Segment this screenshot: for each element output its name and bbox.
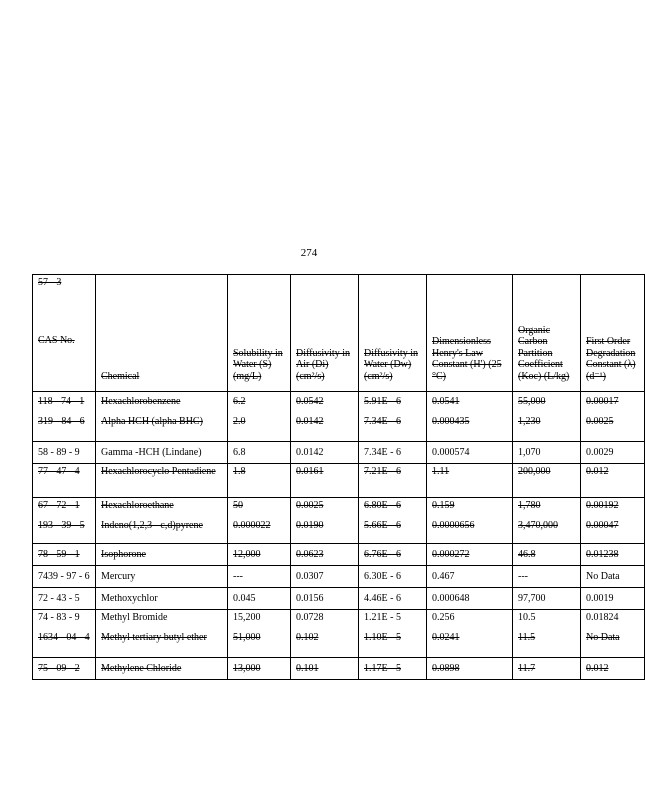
cell-chemical [96, 610, 228, 658]
diffusivity-water-value: 7.34E - 6 [359, 442, 427, 464]
cell-first-order [581, 464, 645, 498]
cell-first-order [581, 544, 645, 566]
cell-chemical [96, 544, 228, 566]
diffusivity-water-value: 6.30E - 6 [359, 566, 427, 588]
header-chemical-label: Chemical [101, 370, 140, 382]
solubility-value: 6.2 [233, 396, 246, 407]
koc-value: --- [513, 566, 581, 588]
header-diffusivity-water [359, 275, 427, 392]
koc-value: 97,700 [513, 588, 581, 610]
header-first-order [581, 275, 645, 392]
henry-value: 0.159 [432, 500, 455, 511]
diffusivity-water-value: 6.76E - 6 [364, 548, 401, 560]
first-order-value: 0.012 [586, 662, 609, 674]
cell-chemical [96, 658, 228, 680]
cell-diffusivity-water [359, 498, 427, 544]
table-row [33, 442, 645, 464]
cell-koc [513, 610, 581, 658]
page-number: 274 [300, 247, 318, 259]
henry-value: 0.0898 [432, 662, 460, 674]
cell-koc [513, 392, 581, 442]
cell-chemical [96, 498, 228, 544]
diffusivity-air-value: 0.0728 [296, 612, 324, 623]
diffusivity-air-value: 0.0542 [296, 396, 324, 407]
koc-value: 11.7 [518, 662, 536, 674]
chemical-name: Methoxychlor [96, 588, 228, 610]
cell-first-order [581, 392, 645, 442]
henry-value: 0.0241 [432, 632, 460, 643]
cas-value: 58 - 89 - 9 [33, 442, 96, 464]
diffusivity-water-value: 7.21E - 6 [364, 466, 401, 477]
chemical-properties-table-wrap [32, 274, 636, 680]
cas-value: 77 - 47 - 4 [38, 466, 80, 477]
cell-solubility [228, 464, 291, 498]
cas-value: 1634 - 04 - 4 [38, 632, 90, 643]
table-row [33, 392, 645, 442]
diffusivity-air-value: 0.0142 [291, 442, 359, 464]
cas-value: 319 - 84 - 6 [38, 416, 85, 427]
solubility-value: 13,000 [233, 662, 261, 674]
cell-cas [33, 544, 96, 566]
solubility-value: 51,000 [233, 632, 261, 643]
koc-value: 1,780 [518, 500, 541, 511]
header-chemical [96, 275, 228, 392]
diffusivity-air-value: 0.102 [296, 632, 319, 643]
chemical-name: Hexachloroethane [101, 500, 174, 511]
koc-value: 1,230 [518, 416, 541, 427]
diffusivity-air-value: 0.0190 [296, 520, 324, 531]
table-row [33, 658, 645, 680]
cas-value: 72 - 43 - 5 [33, 588, 96, 610]
cell-first-order [581, 610, 645, 658]
first-order-value: 0.00192 [586, 500, 619, 511]
chemical-name: Hexachlorocyclo Pentadiene [101, 466, 216, 477]
cell-henry [427, 392, 513, 442]
cas-value: 67 - 72 - 1 [38, 500, 80, 511]
first-order-value: No Data [586, 632, 620, 643]
cell-diffusivity-air [291, 658, 359, 680]
cell-henry [427, 498, 513, 544]
first-order-value: 0.0019 [581, 588, 645, 610]
table-row [33, 544, 645, 566]
header-koc-label: Organic Carbon Partition Coefficient (Koc) (L/kg) [518, 324, 570, 382]
chemical-name: Methyl tertiary butyl ether [101, 632, 207, 643]
first-order-value: 0.01238 [586, 548, 619, 560]
header-diffusivity-water-label: Diffusivity in Water (Dw) (cm²/s) [364, 347, 418, 382]
cas-value: 74 - 83 - 9 [38, 612, 80, 623]
solubility-value: 0.000022 [233, 520, 271, 531]
cell-diffusivity-air [291, 498, 359, 544]
henry-value: 0.000648 [427, 588, 513, 610]
diffusivity-air-value: 0.0161 [296, 466, 324, 477]
diffusivity-water-value: 4.46E - 6 [359, 588, 427, 610]
header-row [33, 275, 645, 392]
koc-value: 55,000 [518, 396, 546, 407]
diffusivity-water-value: 5.66E - 6 [364, 520, 401, 531]
chemical-name: Gamma -HCH (Lindane) [96, 442, 228, 464]
first-order-value: 0.0025 [586, 416, 614, 427]
chemical-name: Methylene Chloride [101, 662, 182, 674]
diffusivity-air-value: 0.0307 [291, 566, 359, 588]
diffusivity-air-value: 0.0156 [291, 588, 359, 610]
cas-value: 7439 - 97 - 6 [33, 566, 96, 588]
cell-diffusivity-air [291, 610, 359, 658]
diffusivity-water-value: 5.91E - 6 [364, 396, 401, 407]
header-diffusivity-air-label: Diffusivity in Air (Di) (cm²/s) [296, 347, 350, 382]
cell-solubility [228, 610, 291, 658]
solubility-value: 12,000 [233, 548, 261, 560]
solubility-value: 2.0 [233, 416, 246, 427]
table-row [33, 588, 645, 610]
table-row [33, 566, 645, 588]
henry-value: 0.467 [427, 566, 513, 588]
cell-diffusivity-air [291, 392, 359, 442]
cell-koc [513, 658, 581, 680]
cell-diffusivity-water [359, 544, 427, 566]
header-henry [427, 275, 513, 392]
header-solubility [228, 275, 291, 392]
header-cas-label: CAS No. [38, 334, 75, 346]
cas-value: 118 - 74 - 1 [38, 396, 85, 407]
first-order-value: 0.0029 [581, 442, 645, 464]
chemical-properties-table [32, 274, 645, 680]
header-first-order-label: First Order Degradation Constant (λ) (d⁻¹) [586, 336, 636, 382]
henry-value: 0.000435 [432, 416, 470, 427]
cell-diffusivity-air [291, 544, 359, 566]
cas-value: 75 - 09 - 2 [38, 662, 80, 674]
cell-solubility [228, 392, 291, 442]
first-order-value: 0.012 [586, 466, 609, 477]
cas-value: 78 - 59 - 1 [38, 548, 80, 560]
diffusivity-air-value: 0.101 [296, 662, 319, 674]
header-solubility-label: Solubility in Water (S) (mg/L) [233, 347, 283, 382]
chemical-name: Isophorone [101, 548, 146, 560]
henry-value: 0.0541 [432, 396, 460, 407]
henry-value: 0.000574 [427, 442, 513, 464]
henry-value: 1.11 [432, 466, 450, 477]
cell-diffusivity-air [291, 464, 359, 498]
cas-value: 193 - 39 - 5 [38, 520, 85, 531]
header-cas [33, 275, 96, 392]
header-diffusivity-air [291, 275, 359, 392]
first-order-value: 0.00047 [586, 520, 619, 531]
cell-diffusivity-water [359, 464, 427, 498]
diffusivity-air-value: 0.0623 [296, 548, 324, 560]
cell-solubility [228, 498, 291, 544]
cell-koc [513, 464, 581, 498]
cell-henry [427, 544, 513, 566]
chemical-name: Mercury [96, 566, 228, 588]
cell-cas [33, 658, 96, 680]
cell-koc [513, 498, 581, 544]
diffusivity-air-value: 0.0025 [296, 500, 324, 511]
diffusivity-water-value: 1.10E - 5 [364, 632, 401, 643]
koc-value: 10.5 [518, 612, 536, 623]
table-row [33, 498, 645, 544]
henry-value: 0.256 [432, 612, 455, 623]
diffusivity-water-value: 1.17E - 5 [364, 662, 401, 674]
diffusivity-water-value: 6.80E - 6 [364, 500, 401, 511]
cell-henry [427, 610, 513, 658]
koc-value: 46.8 [518, 548, 536, 560]
koc-value: 3,470,000 [518, 520, 558, 531]
header-henry-label: Dimensionless Henry's Law Constant (H') (25 °C) [432, 336, 502, 382]
cell-cas [33, 464, 96, 498]
cell-cas [33, 498, 96, 544]
koc-value: 200,000 [518, 466, 551, 477]
table-row [33, 464, 645, 498]
diffusivity-water-value: 1.21E - 5 [364, 612, 401, 623]
chemical-name: Indeno(1,2,3 - c,d)pyrene [101, 520, 203, 531]
chemical-name: Hexachlorobenzene [101, 396, 181, 407]
top-fragment: 57 - 3 [38, 277, 62, 288]
diffusivity-water-value: 7.34E - 6 [364, 416, 401, 427]
cell-solubility [228, 658, 291, 680]
cell-chemical [96, 392, 228, 442]
cell-solubility [228, 544, 291, 566]
first-order-value: 0.01824 [586, 612, 619, 623]
chemical-name: Methyl Bromide [101, 612, 168, 623]
cell-koc [513, 544, 581, 566]
koc-value: 1,070 [513, 442, 581, 464]
solubility-value: --- [228, 566, 291, 588]
cell-first-order [581, 498, 645, 544]
cell-cas [33, 610, 96, 658]
koc-value: 11.5 [518, 632, 536, 643]
henry-value: 0.000272 [432, 548, 470, 560]
solubility-value: 6.8 [228, 442, 291, 464]
first-order-value: 0.00017 [586, 396, 619, 407]
cell-chemical [96, 464, 228, 498]
solubility-value: 1.8 [233, 466, 246, 477]
chemical-name: Alpha HCH (alpha BHC) [101, 416, 203, 427]
first-order-value: No Data [581, 566, 645, 588]
cell-first-order [581, 658, 645, 680]
table-row [33, 610, 645, 658]
henry-value: 0.0000656 [432, 520, 475, 531]
cell-diffusivity-water [359, 658, 427, 680]
diffusivity-air-value: 0.0142 [296, 416, 324, 427]
solubility-value: 15,200 [233, 612, 261, 623]
solubility-value: 50 [233, 500, 243, 511]
cell-cas [33, 392, 96, 442]
cell-diffusivity-water [359, 610, 427, 658]
solubility-value: 0.045 [228, 588, 291, 610]
header-koc [513, 275, 581, 392]
cell-henry [427, 658, 513, 680]
cell-henry [427, 464, 513, 498]
cell-diffusivity-water [359, 392, 427, 442]
